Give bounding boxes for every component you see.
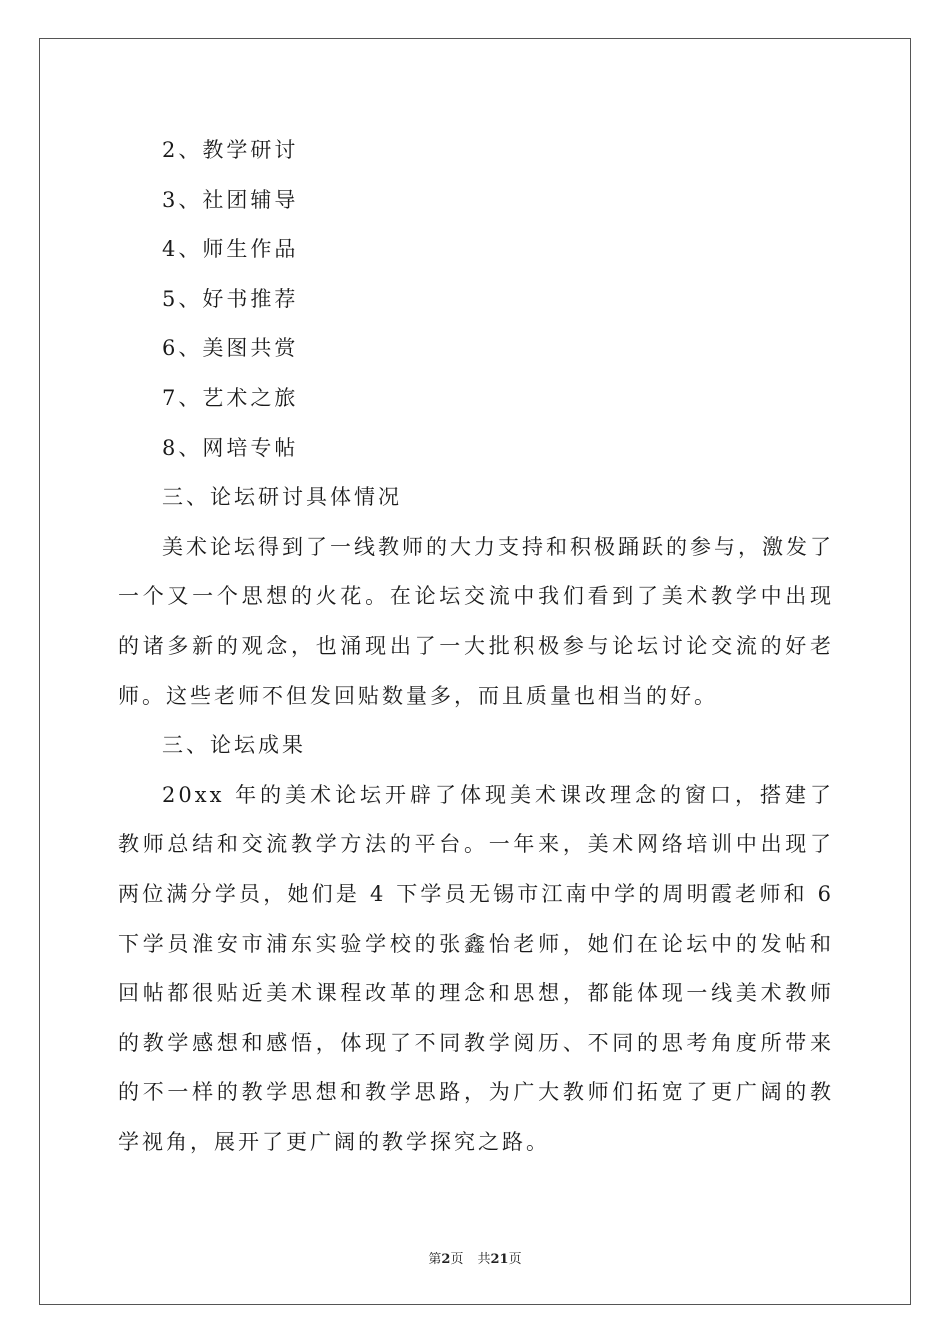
page-prefix: 第 — [428, 1252, 442, 1267]
document-body — [118, 126, 834, 1167]
paragraph-forum-results: 20xx 年的美术论坛开辟了体现美术课改理念的窗口，搭建了教师总结和交流教学方法的平台。一年来，美术网络培训中出现了两位满分学员，她们是 4 下学员无锡市江南中学的周明霞老师和 6 下学员淮安市浦东实验学校的张鑫怡老师，她们在论坛中的发帖和回帖都很贴近美术课程改革的理念和思想，都能体现一线美术教师的教学感想和感悟，体现了不同教学阅历、不同的思考角度所带来的不一样的教学思想和教学思路，为广大教师们拓宽了更广阔的教学视角，展开了更广阔的教学探究之路。 — [118, 782, 834, 1154]
list-item-art-journey: 7、艺术之旅 — [162, 385, 299, 410]
list-item-book-recommend: 5、好书推荐 — [162, 286, 299, 311]
section-heading-forum-results: 三、论坛成果 — [162, 733, 306, 758]
total-suffix: 页 — [508, 1252, 522, 1267]
list-item-online-training: 8、网培专帖 — [162, 435, 299, 460]
page-suffix: 页 — [450, 1252, 464, 1267]
list-item-club-guidance: 3、社团辅导 — [162, 187, 299, 212]
total-pages: 21 — [490, 1252, 509, 1267]
page-footer — [0, 1248, 950, 1267]
page-number: 2 — [441, 1252, 451, 1267]
total-prefix: 共 — [477, 1252, 491, 1267]
list-item-teaching-discussion: 2、教学研讨 — [162, 138, 299, 162]
list-item-picture-sharing: 6、美图共赏 — [162, 336, 299, 361]
paragraph-forum-discussion: 美术论坛得到了一线教师的大力支持和积极踊跃的参与，激发了一个又一个思想的火花。在论坛交流中我们看到了美术教学中出现的诸多新的观念，也涌现出了一大批积极参与论坛讨论交流的好老师。这些老师不但发回贴数量多，而且质量也相当的好。 — [118, 534, 834, 708]
list-item-works: 4、师生作品 — [162, 237, 299, 262]
section-heading-forum-discussion: 三、论坛研讨具体情况 — [162, 485, 402, 510]
